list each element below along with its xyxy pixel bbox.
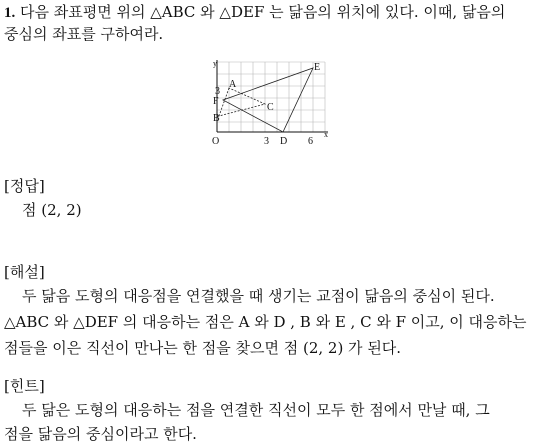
hint-line-2: 점을 닮음의 중심이라고 한다. <box>4 425 197 443</box>
explanation-line-2: △ABC 와 △DEF 의 대응하는 점은 A 와 D , B 와 E , C 와 F 이고, 이 대응하는 <box>4 313 527 331</box>
triangle-def <box>223 68 313 132</box>
question-number: 1. <box>4 5 16 21</box>
triangle-abc <box>219 88 265 116</box>
question-line-2: 중심의 좌표를 구하여라. <box>4 25 164 43</box>
x-tick-3: 3 <box>264 136 269 147</box>
answer-header: [정답] <box>4 177 45 195</box>
question-line-1 <box>4 2 505 23</box>
origin-label: O <box>212 136 220 147</box>
point-d-label: D <box>280 136 288 147</box>
explanation-header: [해설] <box>4 263 45 281</box>
question-text-1: 다음 좌표평면 위의 △ABC 와 △DEF 는 닮음의 위치에 있다. 이때, 닮음의 <box>20 3 506 21</box>
point-b-label: B <box>213 113 220 124</box>
coordinate-plane <box>207 58 331 148</box>
explanation-line-1: 두 닮음 도형의 대응점을 연결했을 때 생기는 교점이 닮음의 중심이 된다. <box>22 287 495 305</box>
x-axis-label: x <box>324 130 328 139</box>
point-c-label: C <box>267 102 274 113</box>
grid <box>217 62 325 132</box>
answer-text: 점 (2, 2) <box>22 201 82 219</box>
y-tick-3: 3 <box>215 86 220 97</box>
hint-header: [힌트] <box>4 377 45 395</box>
point-f-label: F <box>213 96 219 107</box>
x-tick-6: 6 <box>308 136 313 147</box>
explanation-line-3: 점들을 이은 직선이 만나는 한 점을 찾으면 점 (2, 2) 가 된다. <box>4 339 402 357</box>
point-e-label: E <box>314 62 321 73</box>
y-axis-label: y <box>213 59 217 68</box>
point-a-label: A <box>229 79 237 90</box>
coordinate-figure <box>207 58 331 148</box>
hint-line-1: 두 닮은 도형의 대응하는 점을 연결한 직선이 모두 한 점에서 만날 때, 그 <box>22 401 490 419</box>
